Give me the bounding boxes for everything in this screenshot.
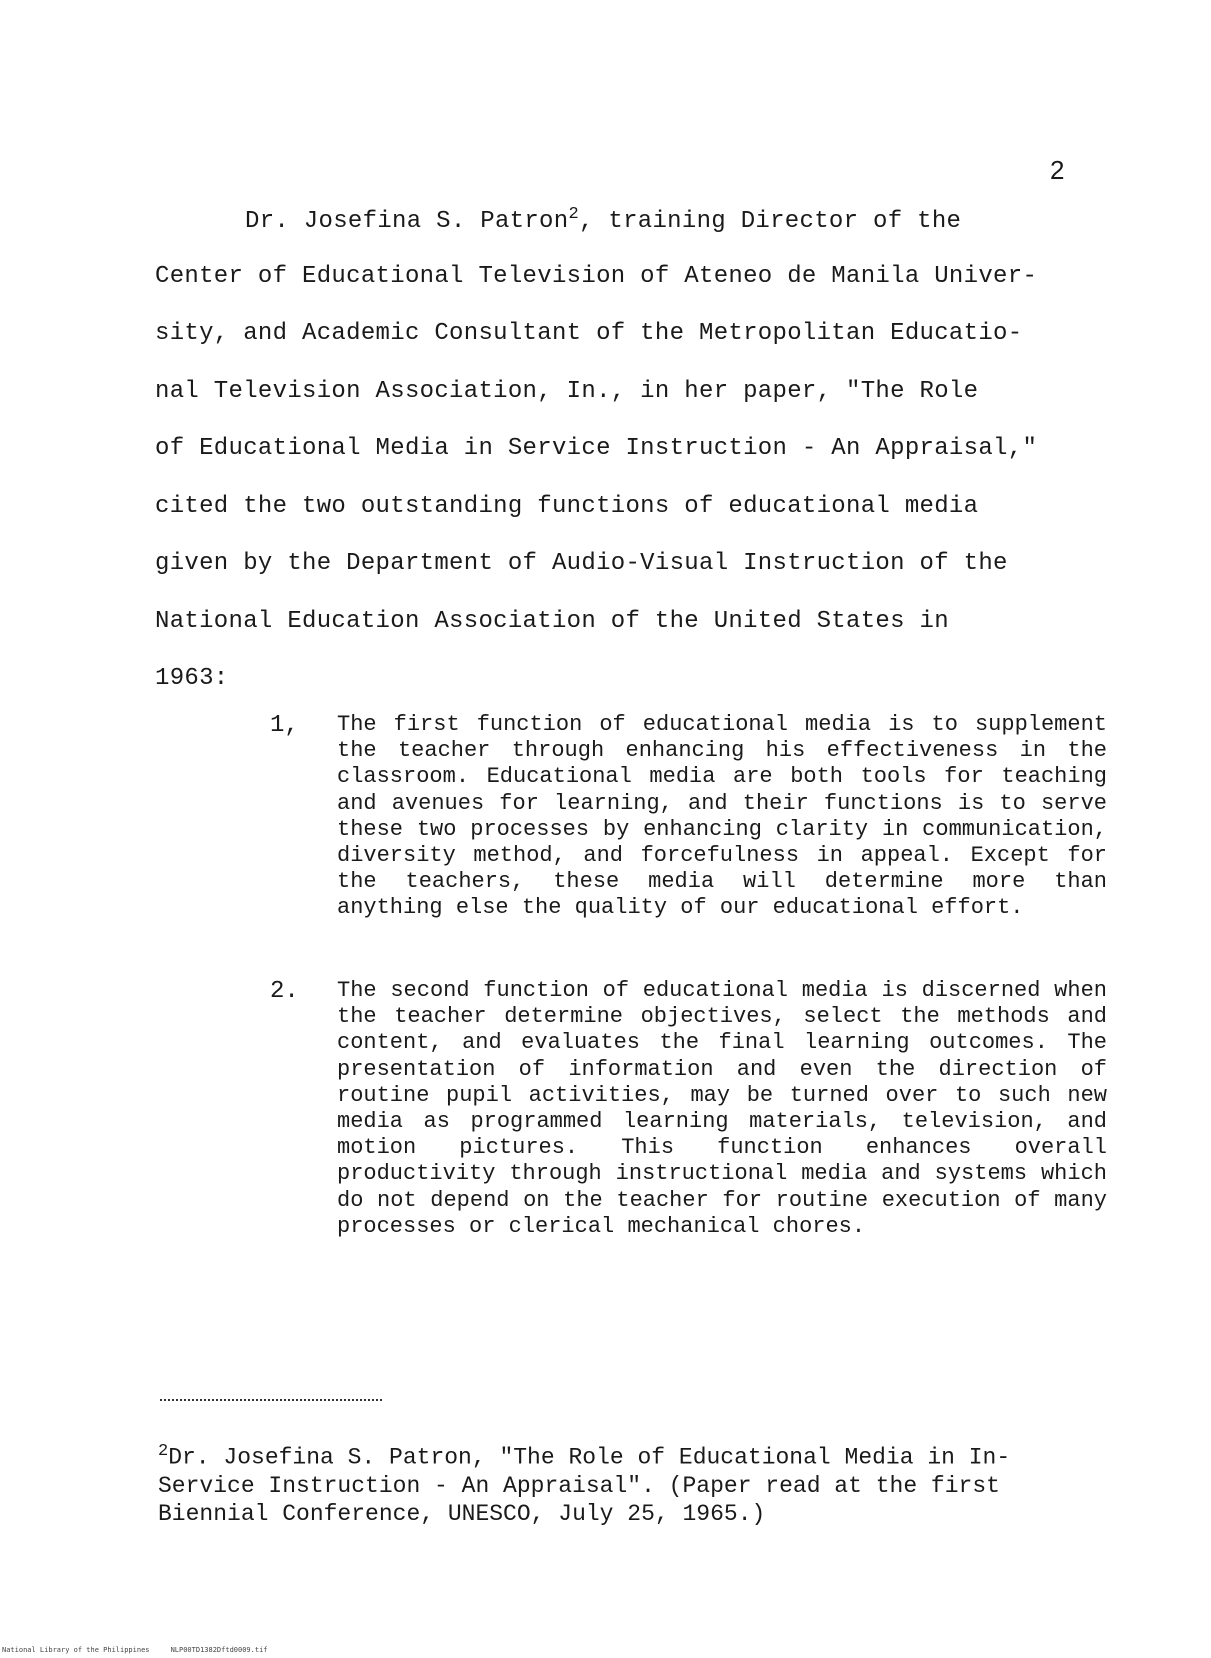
footnote-reference: 2 — [568, 205, 579, 224]
paragraph-line-5: of Educational Media in Service Instruction - An Appraisal," — [155, 435, 1038, 462]
page-number: 2 — [1050, 155, 1065, 185]
list-item-2-text: The second function of educational media is discerned when the teacher determine objectives, select the methods and content, and evaluates the final learning outcomes. The presentation of information and even the direction of routine pupil activities, may be turned over to such new media as programmed learning materials, television, and motion pictures. This function enhances overall productivity through instructional media and systems which do not depend on the teacher for routine execution of many processes or clerical mechanical chores. — [337, 978, 1107, 1239]
list-item-2-number: 2. — [270, 978, 299, 1005]
footnote-separator — [160, 1399, 382, 1401]
paragraph-line-1-b: , training Director of the — [578, 208, 962, 235]
paragraph-line-1 — [245, 205, 961, 235]
paragraph-line-4: nal Television Association, In., in her paper, "The Role — [155, 378, 979, 405]
paragraph-line-6: cited the two outstanding functions of educational media — [155, 493, 979, 520]
paragraph-line-9: 1963: — [155, 665, 229, 692]
paragraph-line-2: Center of Educational Television of Ateneo de Manila Univer- — [155, 263, 1038, 290]
list-item-1-number: 1, — [270, 712, 299, 739]
archive-footer: National Library of the Philippines NLP00TD1382Dftd0009.tif — [2, 1646, 268, 1654]
footnote-mark: 2 — [158, 1442, 169, 1461]
paragraph-line-3: sity, and Academic Consultant of the Metropolitan Educatio- — [155, 320, 1023, 347]
footnote — [158, 1438, 1058, 1528]
paragraph-line-8: National Education Association of the United States in — [155, 608, 949, 635]
list-item-1-text: The first function of educational media is to supplement the teacher through enhancing his effectiveness in the classroom. Educational media are both tools for teaching and avenues for learning, and their functions is to serve these two processes by enhancing clarity in communication, diversity method, and forcefulness in appeal. Except for the teachers, these media will determine more than anything else the quality of our educational effort. — [337, 712, 1107, 921]
paragraph-line-1-a: Dr. Josefina S. Patron — [245, 208, 569, 235]
footnote-text: Dr. Josefina S. Patron, "The Role of Educational Media in In-Service Instruction - An Appraisal". (Paper read at the first Biennial Conference, UNESCO, July 25, 1965.) — [158, 1444, 1011, 1527]
paragraph-line-7: given by the Department of Audio-Visual Instruction of the — [155, 550, 1008, 577]
